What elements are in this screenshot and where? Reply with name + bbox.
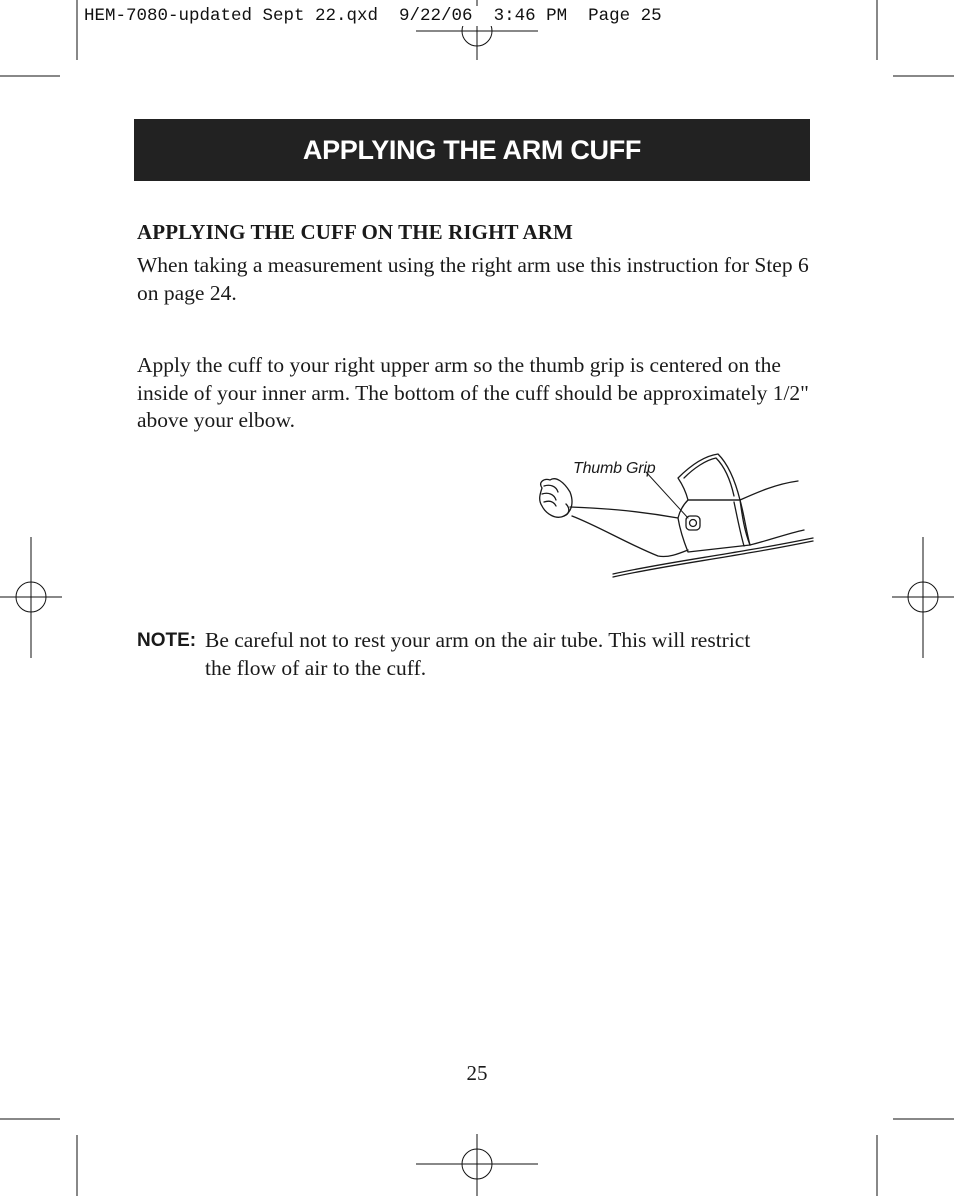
page-title: APPLYING THE ARM CUFF [302,134,642,165]
air-tube [613,538,813,574]
note-block [137,627,817,682]
registration-mark-left [0,537,62,658]
title-banner [134,119,810,181]
forearm [570,507,678,518]
file-slug: HEM-7080-updated Sept 22.qxd 9/22/06 3:46 PM Page 25 [84,6,662,26]
registration-mark-bottom [416,1134,538,1196]
page-number: 25 [466,1061,488,1085]
note-label: NOTE: [137,630,197,651]
registration-mark-right [892,537,954,658]
thumb-grip-label: Thumb Grip [573,460,656,477]
instruction-paragraph: Apply the cuff to your right upper arm so the thumb grip is centered on the inside of your inner arm. The bottom of the cuff should be approximately 1/2" above your elbow. [137,353,809,432]
label-leader-line [646,472,688,518]
arm-cuff-illustration [528,448,818,583]
section-heading: APPLYING THE CUFF ON THE RIGHT ARM [137,220,573,244]
upper-arm [740,481,798,500]
cuff-flap [678,454,740,500]
intro-paragraph: When taking a measurement using the right arm use this instruction for Step 6 on page 24. [137,253,809,305]
note-text: Be careful not to rest your arm on the air tube. This will restrict the flow of air to the cuff. [205,628,751,680]
